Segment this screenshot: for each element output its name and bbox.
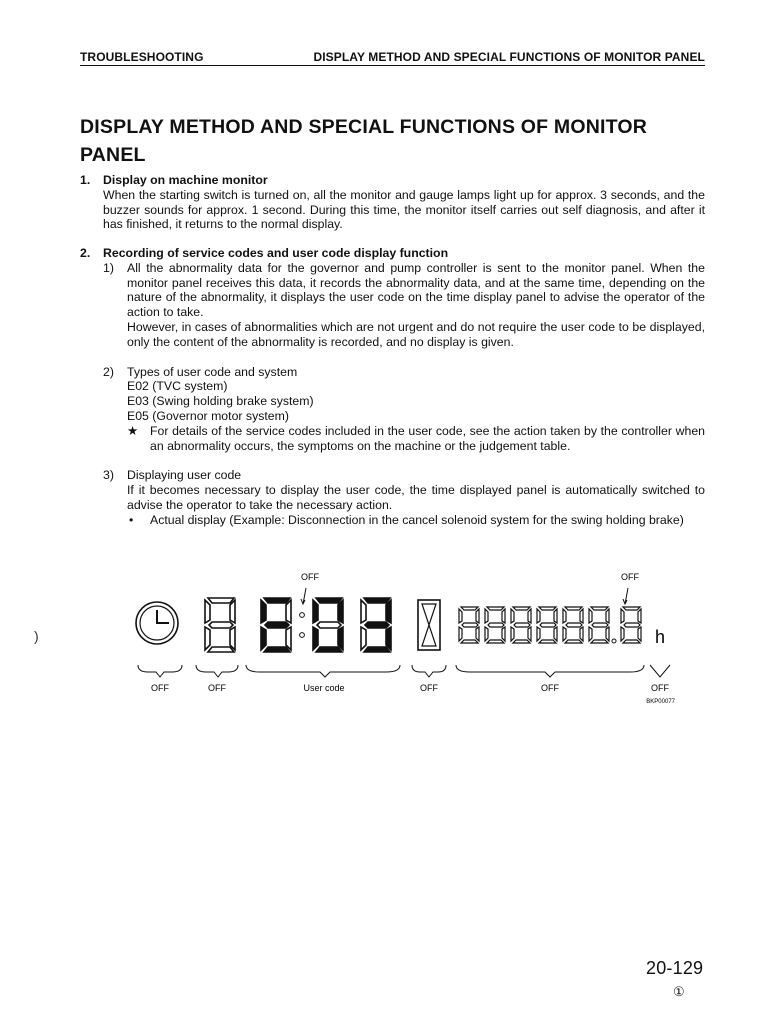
bottom-label-blank: OFF <box>208 683 226 693</box>
list-item-3 <box>103 468 705 527</box>
decimal-point <box>612 639 616 643</box>
bottom-label-hourglass: OFF <box>420 683 438 693</box>
section-1-heading <box>80 173 705 188</box>
meter-digit-3 <box>511 607 531 643</box>
meter-digit-4 <box>537 607 557 643</box>
section-2-number: 2. <box>80 246 91 260</box>
code-e05: E05 (Governor motor system) <box>127 408 289 423</box>
braces <box>138 665 670 677</box>
item-3-text: If it becomes necessary to display the user code, the time displayed panel is automatically switched to advise the operator to take the necessary action. <box>127 483 705 512</box>
meter-digit-1 <box>459 607 479 643</box>
section-2-heading <box>80 246 705 261</box>
bullet-icon: • <box>129 512 134 527</box>
item-1-text-a: All the abnormality data for the governor and pump controller is sent to the monitor panel. When the monitor panel receives this data, it records the abnormality data, and at the same time, depending on the nature of the abnormality, it displays the user code on the time display panel to advise the operator of the action to take. <box>127 260 705 320</box>
top-arrow-2 <box>623 588 628 604</box>
hourglass-icon <box>418 600 440 650</box>
top-off-label-1: OFF <box>301 572 319 582</box>
top-off-label-2: OFF <box>621 572 639 582</box>
user-code-digit-e <box>261 598 291 652</box>
margin-mark: ) <box>34 628 39 644</box>
section-2 <box>80 246 705 528</box>
code-e02: E02 (TVC system) <box>127 379 228 394</box>
user-code-digit-0 <box>313 598 343 652</box>
clock-icon <box>136 602 178 644</box>
blank-digit <box>205 598 235 652</box>
hour-unit-label: h <box>654 627 666 647</box>
title-line-2: PANEL <box>80 144 146 166</box>
item-2-number: 2) <box>103 364 114 379</box>
meter-digit-7 <box>621 607 641 643</box>
note-line <box>127 424 705 454</box>
section-1-text: When the starting switch is turned on, all the monitor and gauge lamps light up for approx. 3 seconds, and the buzzer sounds for approx. 1 second. During this time, the monitor itself carries out self diagnosis, and after it has finished, it returns to the normal display. <box>103 187 705 232</box>
page-title <box>80 113 705 169</box>
meter-digit-6 <box>589 607 609 643</box>
bottom-label-meter: OFF <box>541 683 559 693</box>
colon-dot-bottom <box>300 633 305 638</box>
section-1-title: Display on machine monitor <box>103 173 268 187</box>
item-1-text-b: However, in cases of abnormalities which are not urgent and do not require the user code to be displayed, only the content of the abnormality is recorded, and no display is given. <box>127 319 705 349</box>
section-2-items <box>80 261 705 528</box>
page-header <box>80 50 705 66</box>
section-1-number: 1. <box>80 173 91 187</box>
note-text: For details of the service codes included in the user code, see the action taken by the controller when an abnormality occurs, the symptoms on the machine or the judgement table. <box>150 423 705 453</box>
revision-mark: ① <box>673 984 685 999</box>
top-arrow-1 <box>301 588 306 604</box>
item-2-heading: Types of user code and system <box>127 364 298 379</box>
header-topic-label: DISPLAY METHOD AND SPECIAL FUNCTIONS OF MONITOR PANEL <box>313 50 705 64</box>
item-3-number: 3) <box>103 468 114 483</box>
list-item-2 <box>103 365 705 454</box>
meter-digit-2 <box>485 607 505 643</box>
title-line-1: DISPLAY METHOD AND SPECIAL FUNCTIONS OF MONITOR <box>80 116 647 138</box>
item-1-number: 1) <box>103 260 114 275</box>
bottom-label-clock: OFF <box>151 683 169 693</box>
section-1 <box>80 173 705 232</box>
colon-dot-top <box>300 613 305 618</box>
bullet-text: Actual display (Example: Disconnection in the cancel solenoid system for the swing holding brake) <box>150 512 684 527</box>
bottom-label-user-code: User code <box>303 683 345 693</box>
header-section-label: TROUBLESHOOTING <box>80 50 204 64</box>
bottom-label-hours: OFF <box>651 683 669 693</box>
page-number: 20-129 <box>646 958 704 978</box>
monitor-display-diagram <box>120 566 690 716</box>
bullet-line <box>127 513 705 528</box>
meter-digit-5 <box>563 607 583 643</box>
list-item-1 <box>103 261 705 350</box>
item-3-heading: Displaying user code <box>127 468 242 483</box>
user-code-digit-3 <box>361 598 391 652</box>
figure-id: BKP00077 <box>646 699 675 705</box>
code-e03: E03 (Swing holding brake system) <box>127 394 314 409</box>
section-2-title: Recording of service codes and user code display function <box>103 246 449 260</box>
star-icon: ★ <box>127 423 139 438</box>
